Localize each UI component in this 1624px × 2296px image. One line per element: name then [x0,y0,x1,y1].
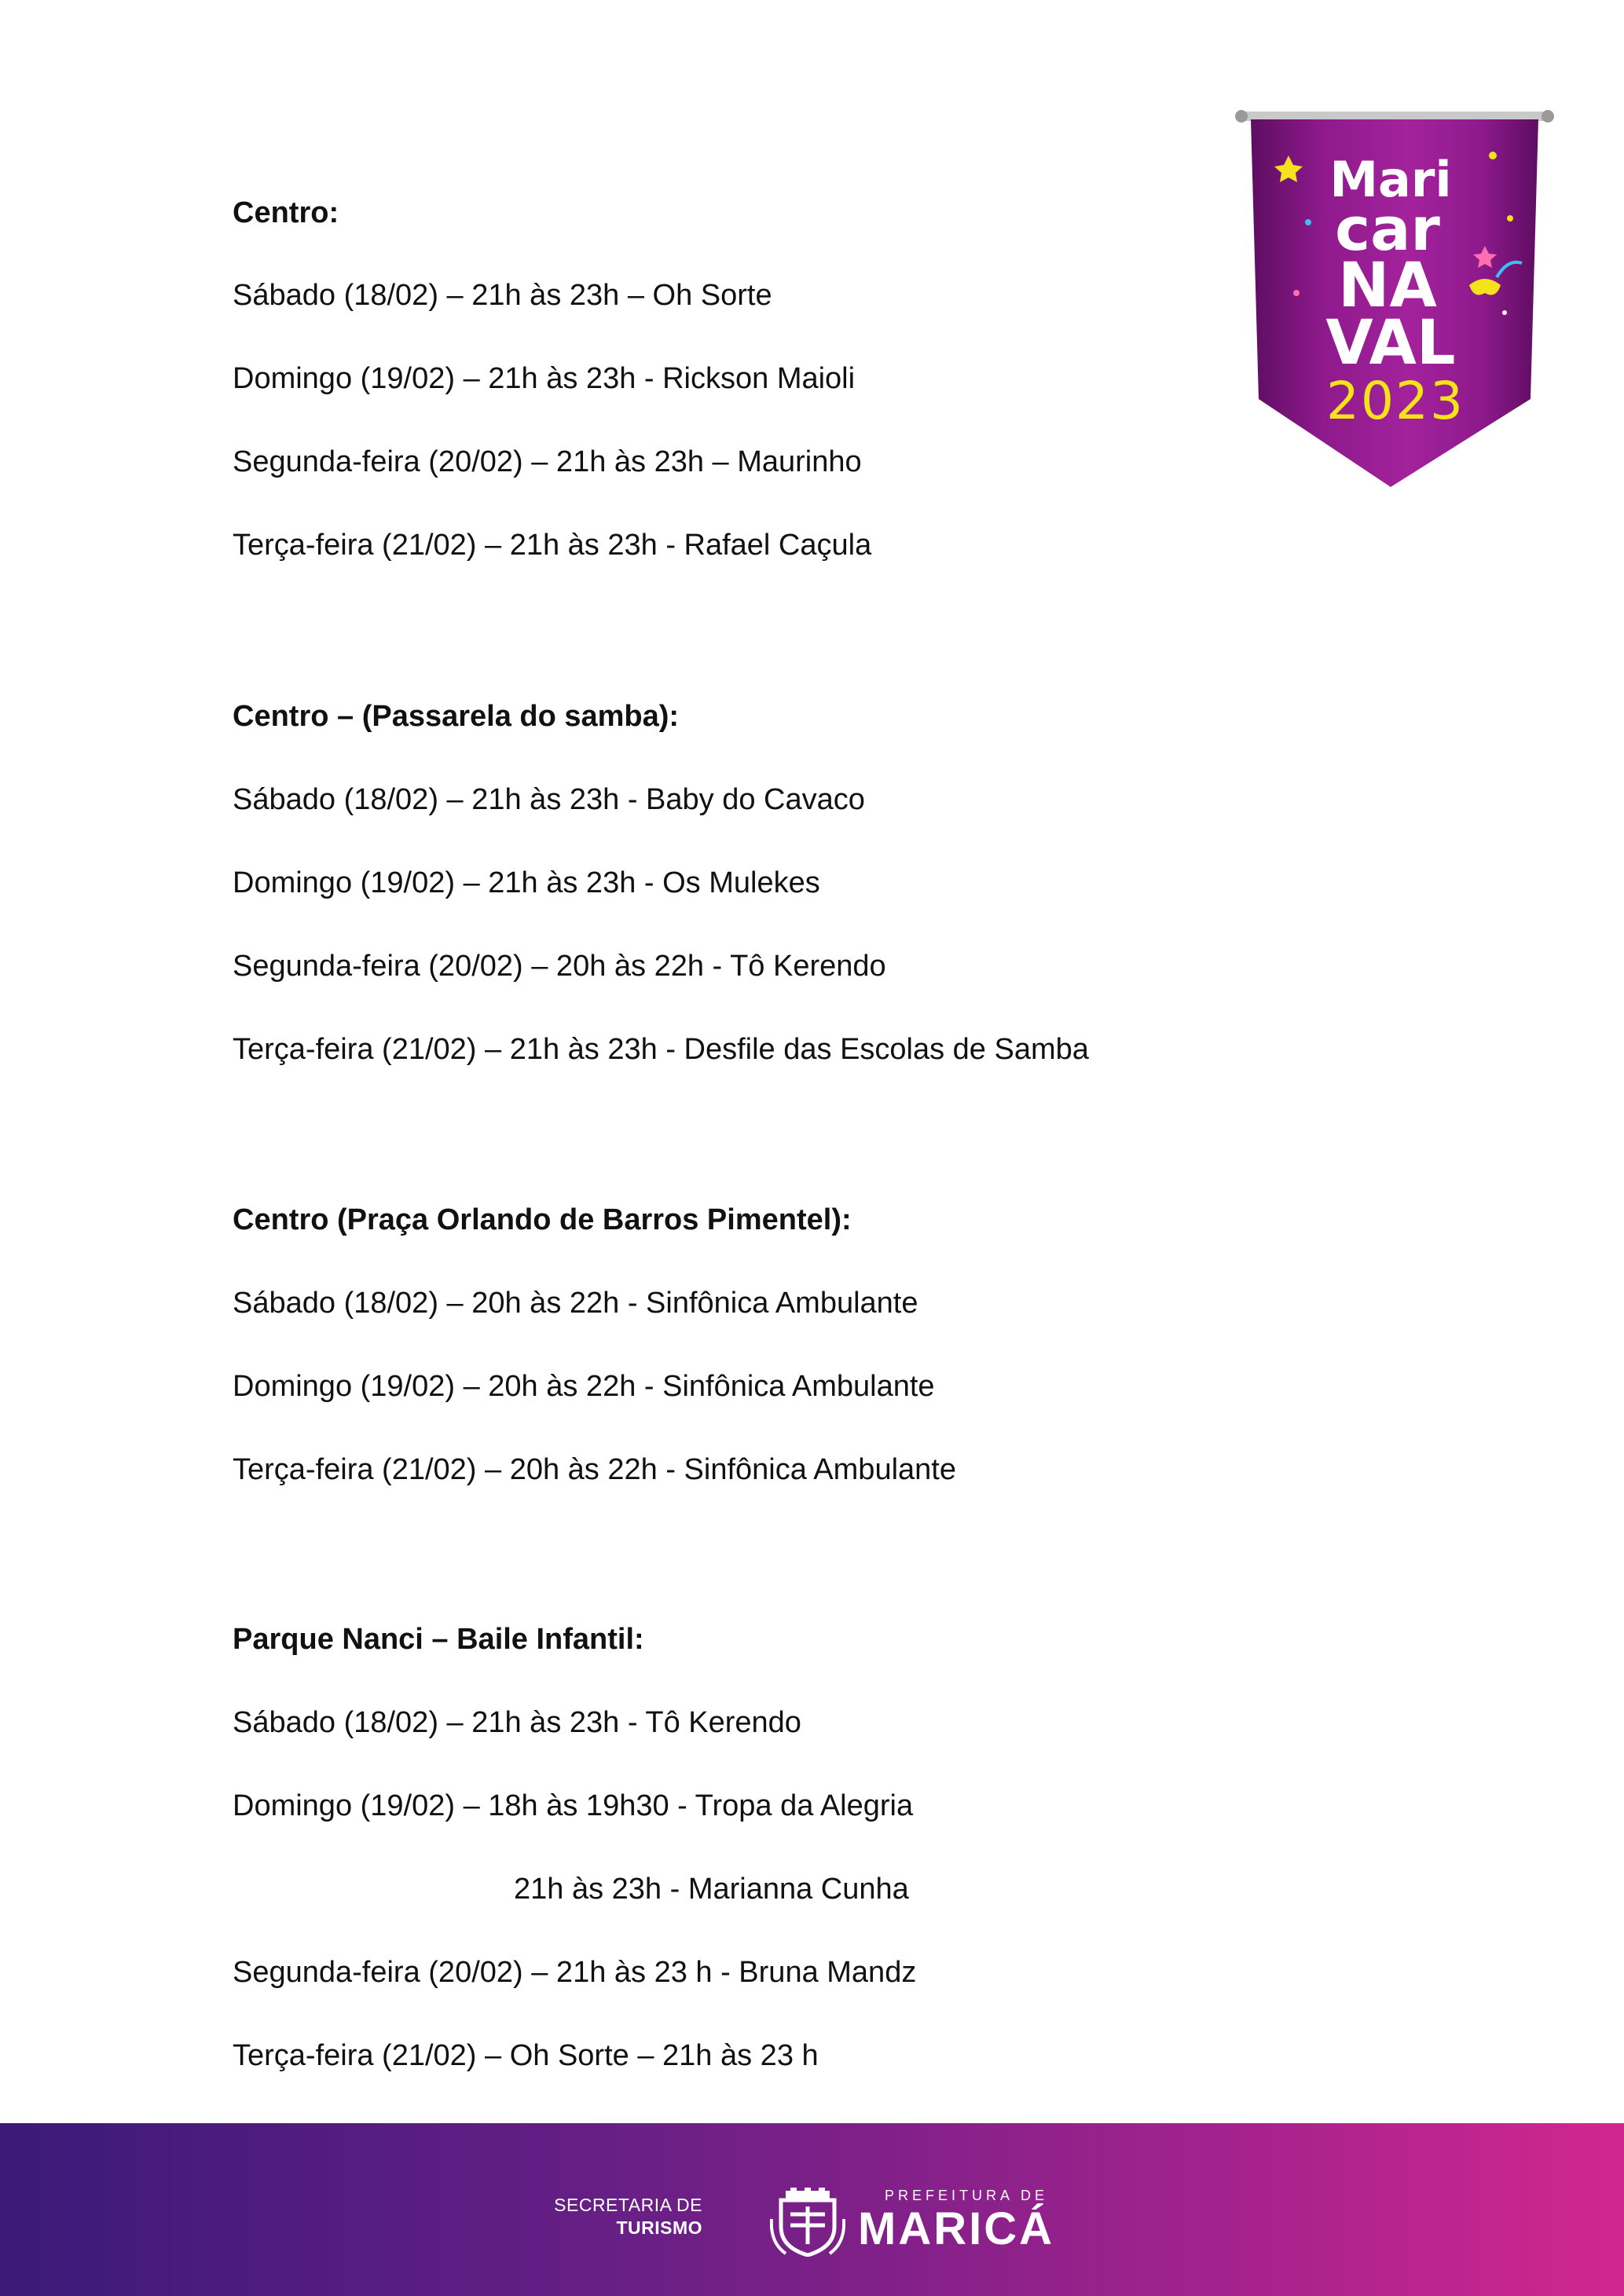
schedule-row: Sábado (18/02) – 20h às 22h - Sinfônica Ambulante [233,1287,918,1320]
schedule-row: Terça-feira (21/02) – 21h às 23h - Desfile das Escolas de Samba [233,1033,1089,1066]
secretaria-line2: TURISMO [616,2217,702,2238]
maricarnaval-logo [1234,108,1556,493]
schedule-row: Domingo (19/02) – 21h às 23h - Rickson Maioli [233,362,856,395]
schedule-row: Sábado (18/02) – 21h às 23h - Baby do Cavaco [233,783,865,816]
schedule-row: Terça-feira (21/02) – Oh Sorte – 21h às 23 h [233,2039,819,2072]
schedule-row: Domingo (19/02) – 18h às 19h30 - Tropa da Alegria [233,1789,914,1822]
section-heading-praca: Centro (Praça Orlando de Barros Pimentel): [233,1203,852,1236]
secretaria-line1: SECRETARIA DE [554,2195,702,2215]
schedule-row: Sábado (18/02) – 21h às 23h – Oh Sorte [233,279,772,312]
schedule-row: Sábado (18/02) – 21h às 23h - Tô Kerendo [233,1706,801,1739]
logo-line-val: VAL [1325,308,1456,379]
logo-line-car: car [1335,194,1440,264]
marica-wordmark: MARICÁ [858,2203,1054,2254]
footer-bar [0,2123,1624,2296]
section-heading-centro: Centro: [233,196,339,229]
schedule-row: Domingo (19/02) – 21h às 23h - Os Mulekes [233,866,820,899]
schedule-row: Segunda-feira (20/02) – 21h às 23h – Maurinho [233,445,862,478]
schedule-row-continuation: 21h às 23h - Marianna Cunha [514,1873,909,1906]
section-heading-parque-nanci: Parque Nanci – Baile Infantil: [233,1623,644,1656]
section-heading-passarela: Centro – (Passarela do samba): [233,700,680,733]
logo-line-na: NA [1338,251,1437,321]
schedule-row: Terça-feira (21/02) – 21h às 23h - Rafael Caçula [233,529,872,562]
logo-line-year: 2023 [1326,371,1465,431]
secretaria-label [534,2194,702,2239]
schedule-row: Segunda-feira (20/02) – 21h às 23 h - Bruna Mandz [233,1956,917,1989]
schedule-row: Terça-feira (21/02) – 20h às 22h - Sinfônica Ambulante [233,1453,956,1486]
prefeitura-label: PREFEITURA DE [885,2188,1049,2203]
logo-line-mari: Mari [1329,151,1452,208]
marica-crest-icon [770,2188,845,2257]
schedule-row: Segunda-feira (20/02) – 20h às 22h - Tô Kerendo [233,950,886,983]
schedule-row: Domingo (19/02) – 20h às 22h - Sinfônica Ambulante [233,1370,935,1403]
